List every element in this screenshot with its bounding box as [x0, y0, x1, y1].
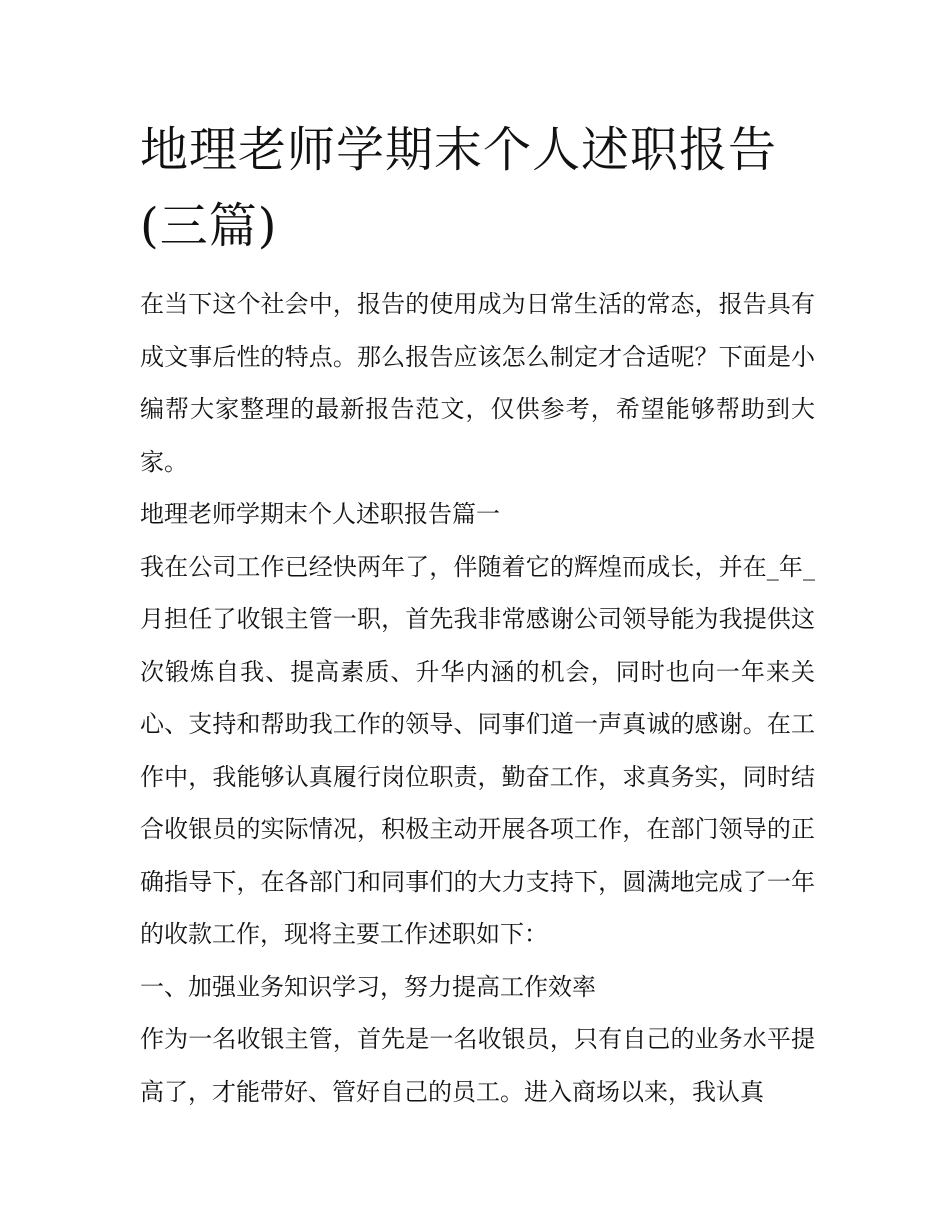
subheading: 一、加强业务知识学习，努力提高工作效率	[140, 972, 596, 1001]
section-heading: 地理老师学期末个人述职报告篇一	[140, 500, 500, 528]
document-content	[140, 112, 815, 1118]
document-title: 地理老师学期末个人述职报告(三篇)	[140, 122, 778, 254]
body-paragraph: 作为一名收银主管，首先是一名收银员，只有自己的业务水平提高了，才能带好、管好自己的员工。进入商场以来，我认真	[140, 1025, 815, 1106]
body-paragraph: 我在公司工作已经快两年了，伴随着它的辉煌而成长，并在_年_月担任了收银主管一职，首先我非常感谢公司领导能为我提供这次锻炼自我、提高素质、升华内涵的机会，同时也向一年来关心、支持和帮助我工作的领导、同事们道一声真诚的感谢。在工作中，我能够认真履行岗位职责，勤奋工作，求真务实，同时结合收银员的实际情况，积极主动开展各项工作，在部门领导的正确指导下，在各部门和同事们的大力支持下，圆满地完成了一年的收款工作，现将主要工作述职如下：	[140, 552, 815, 948]
intro-paragraph: 在当下这个社会中，报告的使用成为日常生活的常态，报告具有成文事后性的特点。那么报告应该怎么制定才合适呢？下面是小编帮大家整理的最新报告范文，仅供参考，希望能够帮助到大家。	[140, 290, 815, 476]
